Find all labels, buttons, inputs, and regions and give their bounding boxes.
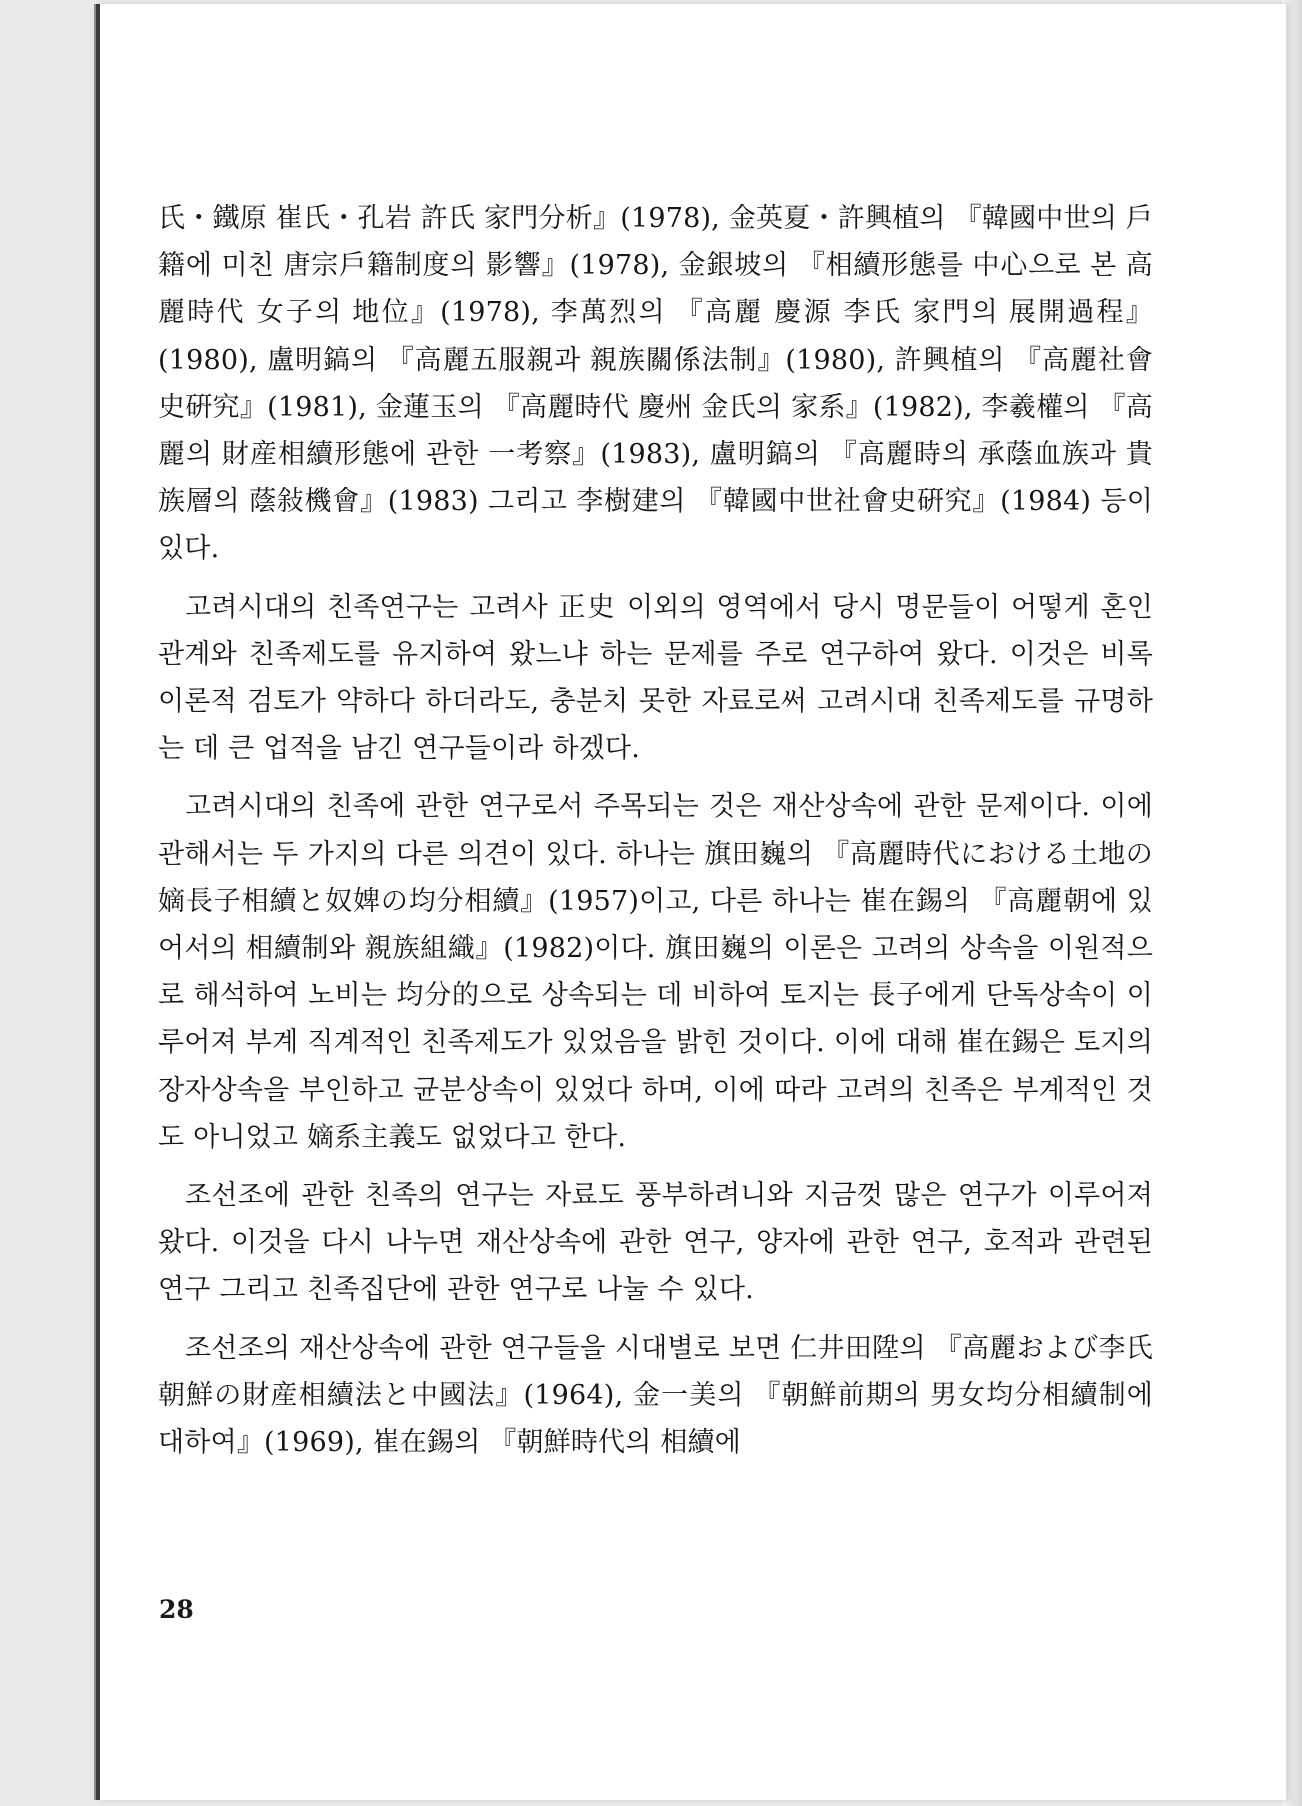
body-text bbox=[158, 195, 1153, 1477]
paragraph-1: 氏・鐵原 崔氏・孔岩 許氏 家門分析』(1978), 金英夏・許興植의 『韓國中世의 戶籍에 미친 唐宗戶籍制度의 影響』(1978), 金銀坡의 『相續形態를 中心으로 본 高麗時代 女子의 地位』(1978), 李萬烈의 『高麗 慶源 李氏 家門의 展開過程』(1980), 盧明鎬의 『高麗五服親과 親族關係法制』(1980), 許興植의 『高麗社會史硏究』(1981), 金蓮玉의 『高麗時代 慶州 金氏의 家系』(1982), 李羲權의 『高麗의 財産相續形態에 관한 一考察』(1983), 盧明鎬의 『高麗時의 承蔭血族과 貴族層의 蔭敍機會』(1983) 그리고 李樹建의 『韓國中世社會史硏究』(1984) 등이 있다. bbox=[158, 203, 1153, 565]
paragraph-2: 고려시대의 친족연구는 고려사 正史 이외의 영역에서 당시 명문들이 어떻게 혼인관계와 친족제도를 유지하여 왔느냐 하는 문제를 주로 연구하여 왔다. 이것은 비록 이론적 검토가 약하다 하더라도, 충분치 못한 자료로써 고려시대 친족제도를 규명하는 데 큰 업적을 남긴 연구들이라 하겠다. bbox=[158, 591, 1153, 765]
paragraph-5: 조선조의 재산상속에 관한 연구들을 시대별로 보면 仁井田陞의 『高麗および李氏朝鮮の財産相續法と中國法』(1964), 金一美의 『朝鮮前期의 男女均分相續制에 대하여』(1969), 崔在錫의 『朝鮮時代의 相續에 bbox=[158, 1332, 1153, 1459]
paragraph-4: 조선조에 관한 친족의 연구는 자료도 풍부하려니와 지금껏 많은 연구가 이루어져 왔다. 이것을 다시 나누면 재산상속에 관한 연구, 양자에 관한 연구, 호적과 관련된 연구 그리고 친족집단에 관한 연구로 나눌 수 있다. bbox=[158, 1180, 1153, 1306]
page-number: 28 bbox=[159, 1595, 194, 1624]
paragraph-3: 고려시대의 친족에 관한 연구로서 주목되는 것은 재산상속에 관한 문제이다. 이에 관해서는 두 가지의 다른 의견이 있다. 하나는 旗田巍의 『高麗時代における土地の嫡長子相續と奴婢の均分相續』(1957)이고, 다른 하나는 崔在錫의 『高麗朝에 있어서의 相續制와 親族組織』(1982)이다. 旗田巍의 이론은 고려의 상속을 이원적으로 해석하여 노비는 均分的으로 상속되는 데 비하여 토지는 長子에게 단독상속이 이루어져 부계 직계적인 친족제도가 있었음을 밝힌 것이다. 이에 대해 崔在錫은 토지의 장자상속을 부인하고 균분상속이 있었다 하며, 이에 따라 고려의 친족은 부계적인 것도 아니었고 嫡系主義도 없었다고 한다. bbox=[158, 791, 1153, 1153]
